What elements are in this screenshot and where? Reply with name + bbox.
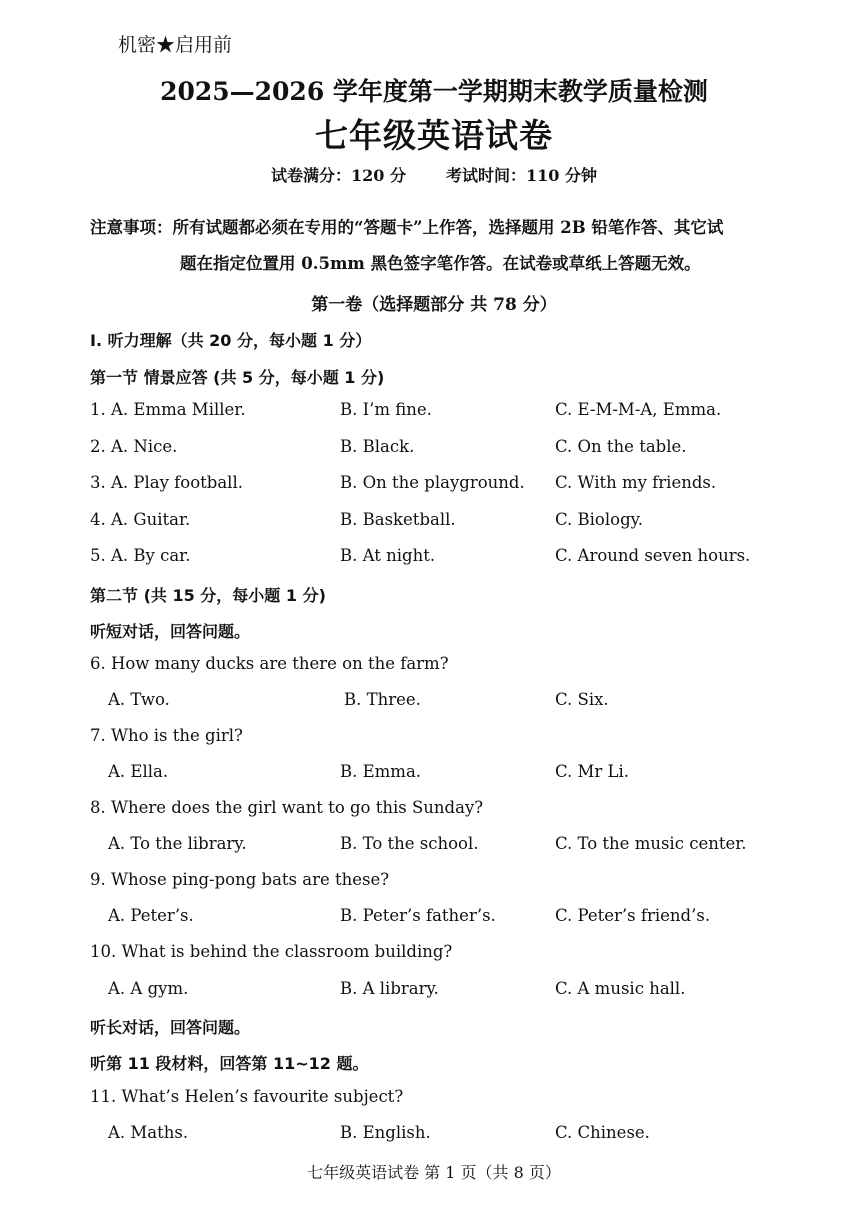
- volume-title: 第一卷（选择题部分 共 78 分）: [311, 295, 557, 315]
- question-4-option-a: 4. A. Guitar.: [90, 510, 191, 529]
- question-10-option-a: A. A gym.: [108, 979, 189, 998]
- question-3-option-c: C. With my friends.: [555, 473, 717, 492]
- question-9-option-a: A. Peter’s.: [108, 906, 194, 925]
- question-8-option-a: A. To the library.: [108, 834, 247, 853]
- question-9-option-b: B. Peter’s father’s.: [340, 906, 496, 925]
- confidential-label: 机密★启用前: [118, 34, 233, 56]
- question-2-option-b: B. Black.: [340, 437, 415, 456]
- question-10-option-b: B. A library.: [340, 979, 439, 998]
- section2-heading: 第二节 (共 15 分，每小题 1 分): [90, 586, 326, 605]
- question-11-option-a: A. Maths.: [108, 1123, 189, 1142]
- notice-line-1: 注意事项：所有试题都必须在专用的“答题卡”上作答，选择题用 2B 铅笔作答、其它试: [90, 218, 724, 237]
- question-5-option-a: 5. A. By car.: [90, 546, 191, 565]
- question-6: 6. How many ducks are there on the farm?: [90, 654, 449, 673]
- notice-line-2: 题在指定位置用 0.5mm 黑色签字笔作答。在试卷或草纸上答题无效。: [180, 254, 701, 273]
- question-4-option-c: C. Biology.: [555, 510, 644, 529]
- question-4-option-b: B. Basketball.: [340, 510, 456, 529]
- question-6-option-a: A. Two.: [108, 690, 170, 709]
- question-11-option-c: C. Chinese.: [555, 1123, 650, 1142]
- material-11-heading: 听第 11 段材料，回答第 11~12 题。: [90, 1054, 369, 1073]
- question-6-option-b: B. Three.: [344, 690, 421, 709]
- question-7-option-a: A. Ella.: [108, 762, 169, 781]
- question-1-option-c: C. E-M-M-A, Emma.: [555, 400, 722, 419]
- question-3-option-a: 3. A. Play football.: [90, 473, 243, 492]
- question-7: 7. Who is the girl?: [90, 726, 243, 745]
- question-9: 9. Whose ping-pong bats are these?: [90, 870, 390, 889]
- exam-title: 2025—2026 学年度第一学期期末教学质量检测: [160, 77, 708, 106]
- question-8: 8. Where does the girl want to go this Sunday?: [90, 798, 484, 817]
- question-1-option-a: 1. A. Emma Miller.: [90, 400, 246, 419]
- question-10: 10. What is behind the classroom building?: [90, 942, 453, 961]
- question-2-option-c: C. On the table.: [555, 437, 687, 456]
- full-score: 试卷满分：120 分: [271, 166, 406, 185]
- question-11: 11. What’s Helen’s favourite subject?: [90, 1087, 404, 1106]
- question-2-option-a: 2. A. Nice.: [90, 437, 178, 456]
- question-5-option-c: C. Around seven hours.: [555, 546, 751, 565]
- exam-meta: [0, 163, 868, 186]
- question-8-option-c: C. To the music center.: [555, 834, 747, 853]
- exam-time: 考试时间：110 分钟: [446, 166, 597, 185]
- short-dialog-heading: 听短对话，回答问题。: [90, 622, 251, 641]
- question-11-option-b: B. English.: [340, 1123, 431, 1142]
- section1-heading: 第一节 情景应答 (共 5 分，每小题 1 分): [90, 368, 385, 387]
- question-5-option-b: B. At night.: [340, 546, 436, 565]
- question-8-option-b: B. To the school.: [340, 834, 479, 853]
- question-9-option-c: C. Peter’s friend’s.: [555, 906, 711, 925]
- long-dialog-heading: 听长对话，回答问题。: [90, 1018, 251, 1037]
- question-3-option-b: B. On the playground.: [340, 473, 525, 492]
- page-footer: 七年级英语试卷 第 1 页（共 8 页）: [307, 1163, 561, 1182]
- question-7-option-b: B. Emma.: [340, 762, 422, 781]
- part1-heading: I. 听力理解（共 20 分，每小题 1 分）: [90, 331, 372, 350]
- question-6-option-c: C. Six.: [555, 690, 609, 709]
- question-7-option-c: C. Mr Li.: [555, 762, 630, 781]
- question-10-option-c: C. A music hall.: [555, 979, 686, 998]
- question-1-option-b: B. I’m fine.: [340, 400, 432, 419]
- exam-subtitle: 七年级英语试卷: [315, 116, 553, 155]
